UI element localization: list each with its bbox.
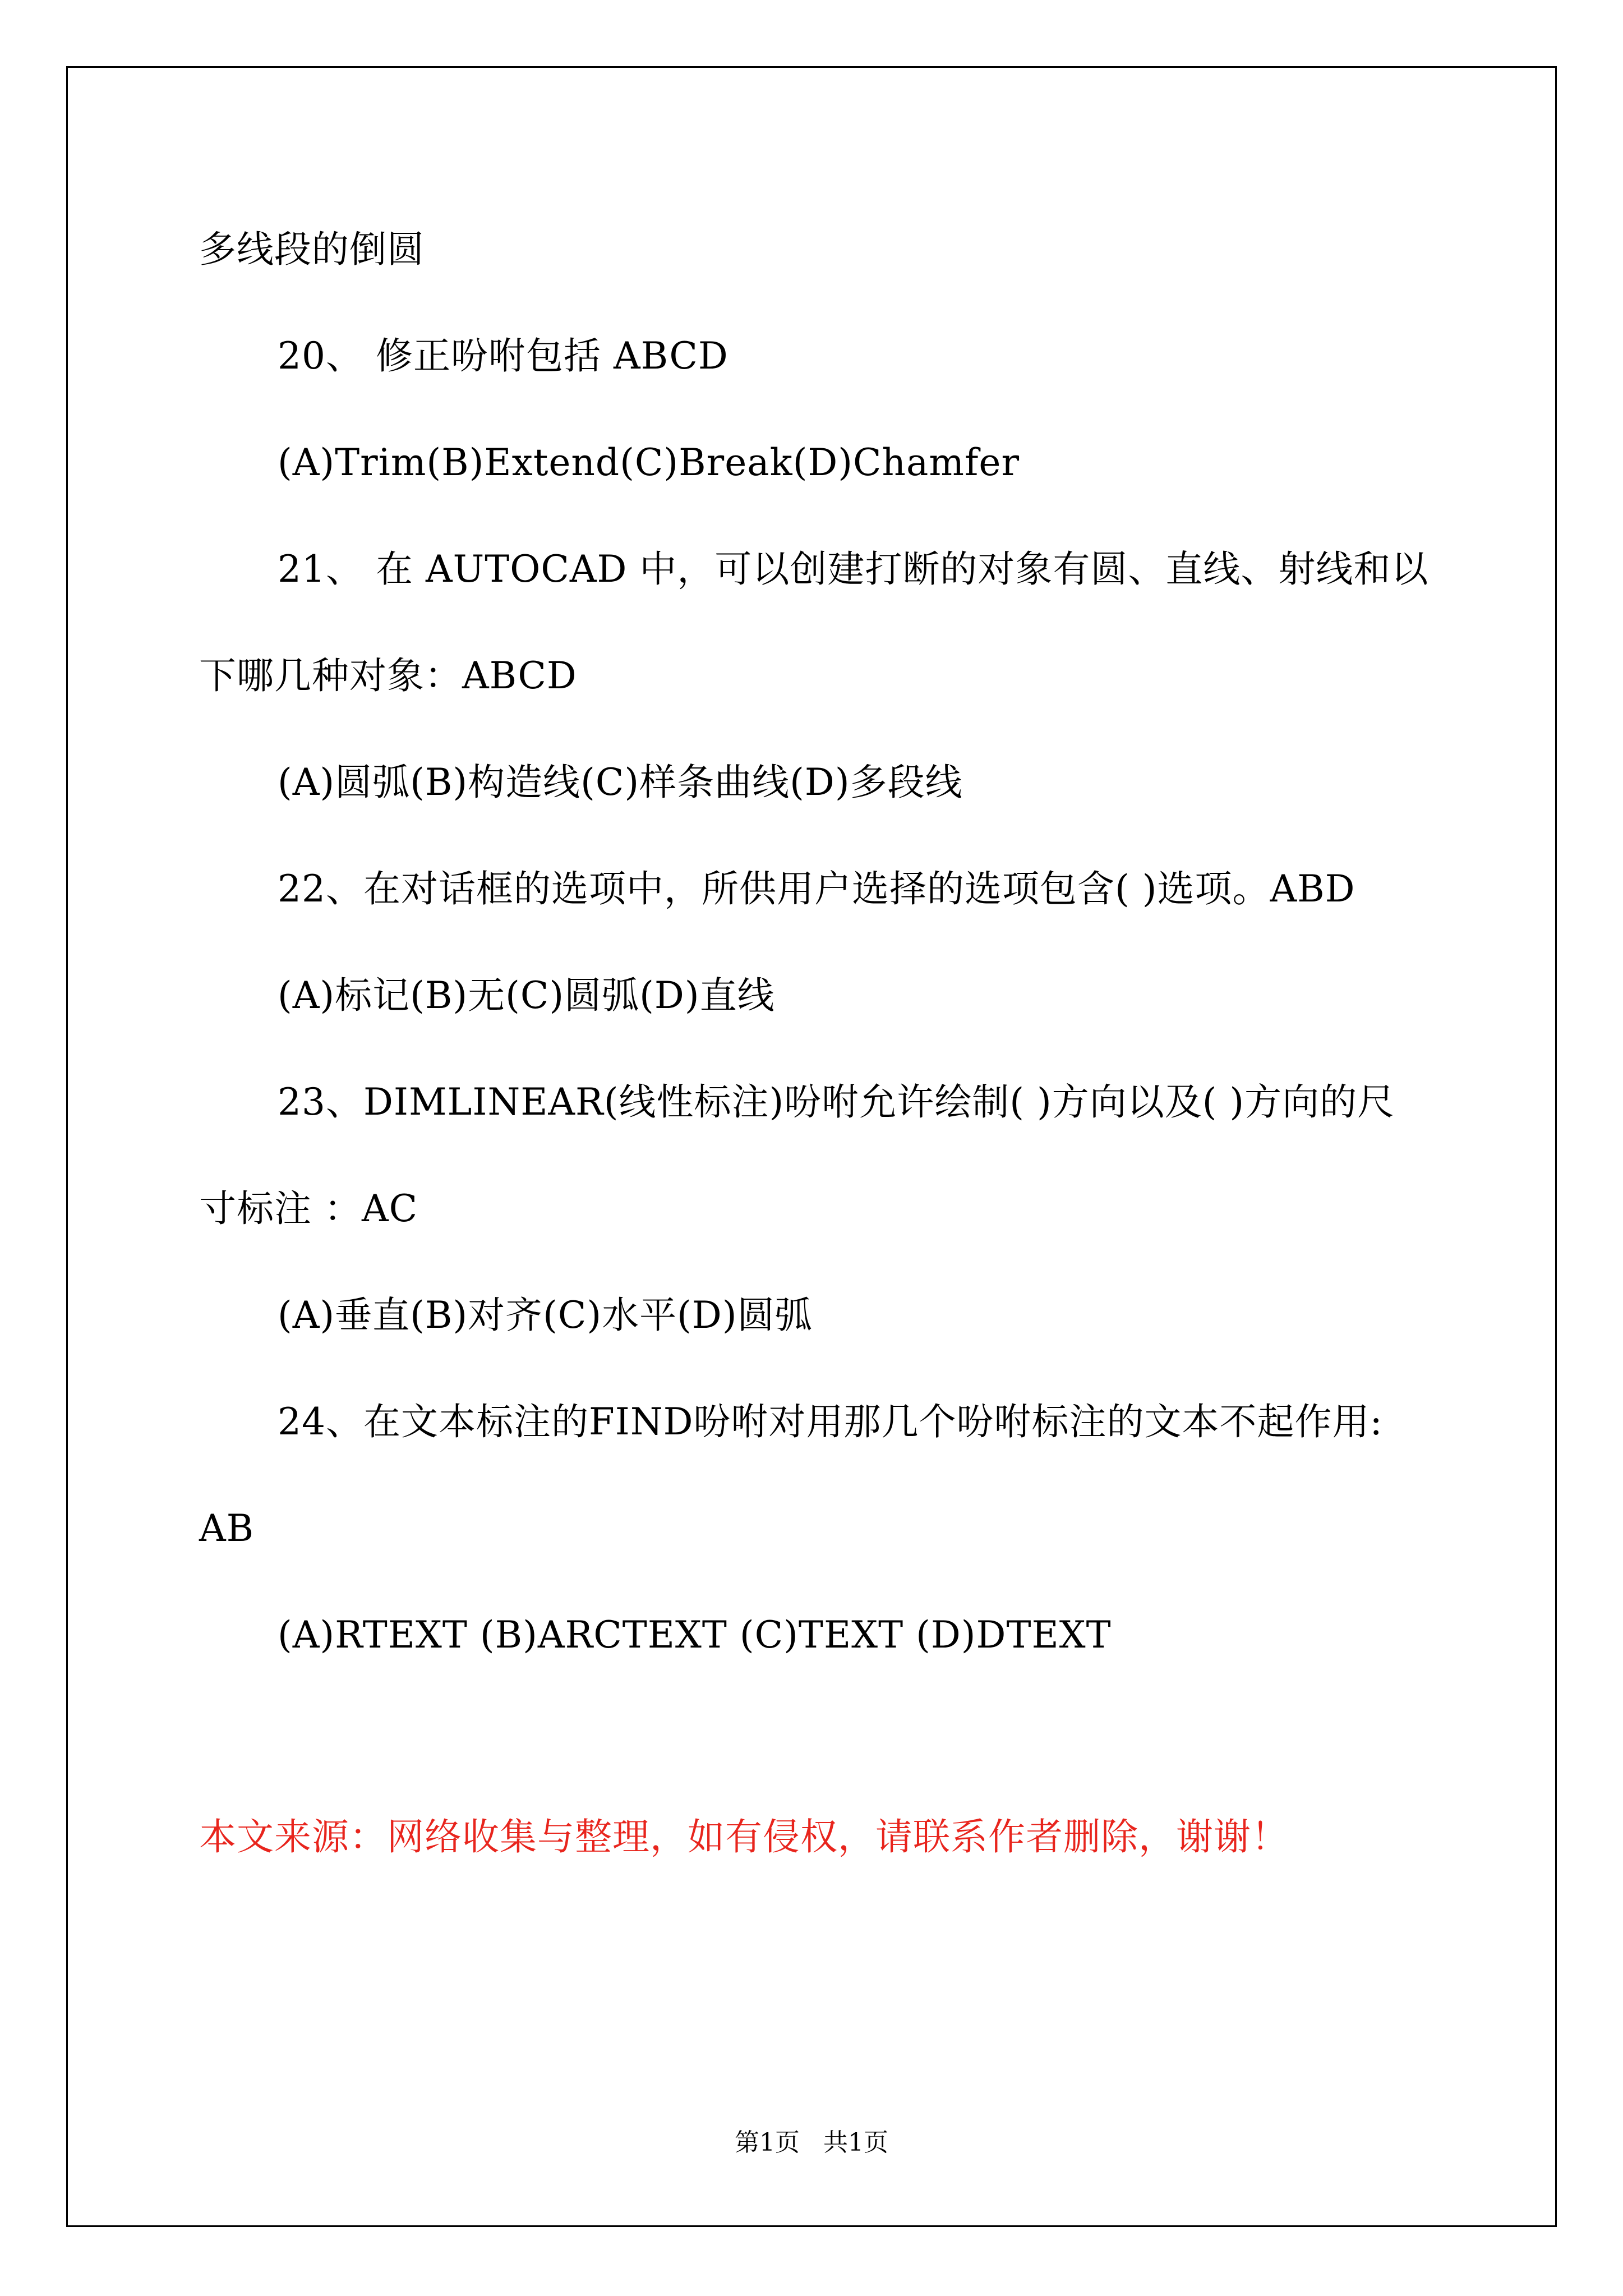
- page-frame: [66, 66, 1557, 2227]
- options-20: (A)Trim(B)Extend(C)Break(D)Chamfer: [278, 441, 1020, 484]
- question-21-continued: 下哪几种对象：ABCD: [199, 654, 577, 697]
- options-23: (A)垂直(B)对齐(C)水平(D)圆弧: [278, 1294, 813, 1337]
- options-24: (A)RTEXT (B)ARCTEXT (C)TEXT (D)DTEXT: [278, 1613, 1112, 1657]
- question-24: 24、在文本标注的FIND吩咐对用那几个吩咐标注的文本不起作用:: [278, 1400, 1383, 1443]
- options-21: (A)圆弧(B)构造线(C)样条曲线(D)多段线: [278, 761, 963, 804]
- options-22: (A)标记(B)无(C)圆弧(D)直线: [278, 974, 775, 1017]
- question-21: 21、 在 AUTOCAD 中，可以创建打断的对象有圆、直线、射线和以: [278, 547, 1429, 591]
- source-note: 本文来源：网络收集与整理，如有侵权，请联系作者删除，谢谢！: [199, 1815, 1289, 1858]
- question-22: 22、在对话框的选项中，所供用户选择的选项包含( )选项。ABD: [278, 867, 1355, 910]
- page-footer: 第1页 共1页: [735, 2128, 888, 2157]
- question-23: 23、DIMLINEAR(线性标注)吩咐允许绘制( )方向以及( )方向的尺: [278, 1080, 1395, 1124]
- text-line: 多线段的倒圆: [199, 228, 425, 271]
- question-20: 20、 修正吩咐包括 ABCD: [278, 334, 728, 378]
- question-24-continued: AB: [199, 1507, 255, 1550]
- question-23-continued: 寸标注 ：AC: [199, 1187, 418, 1230]
